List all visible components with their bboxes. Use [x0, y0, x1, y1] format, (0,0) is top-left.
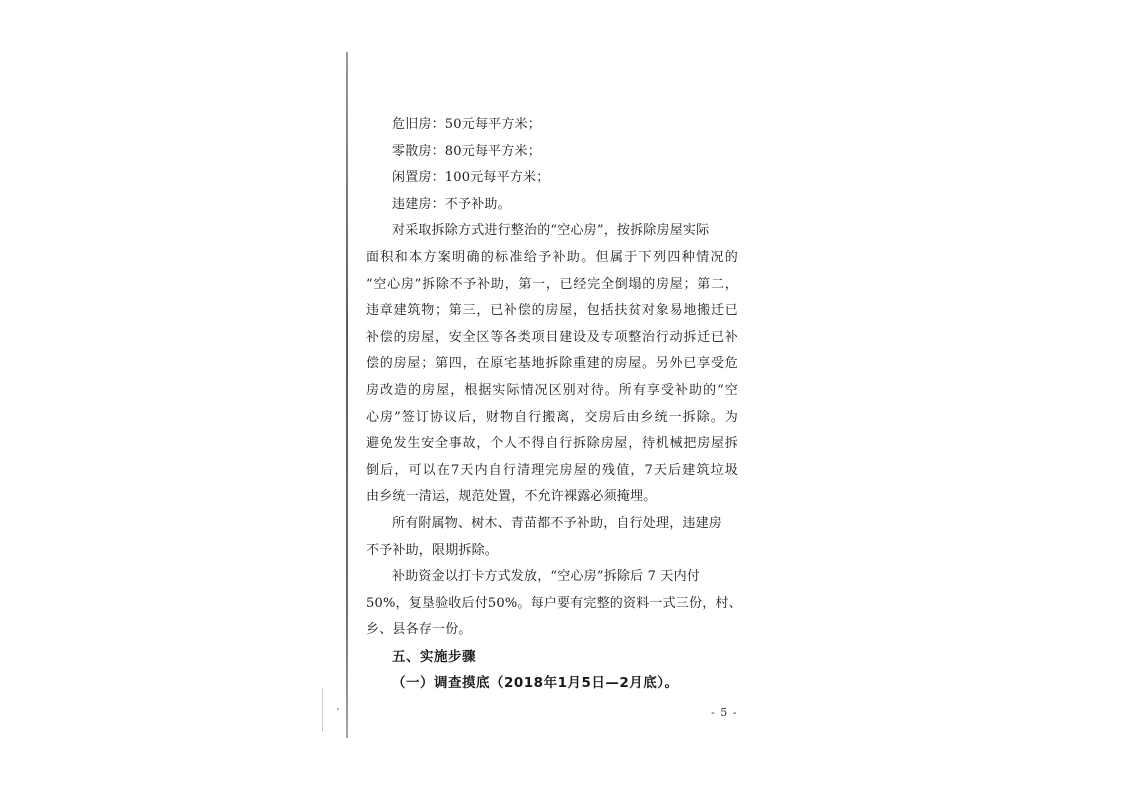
- paragraph-line: 所有附属物、树木、青苗都不予补助，自行处理，违建房: [392, 515, 723, 531]
- paragraph-attachments: [366, 511, 738, 564]
- rate-line: 零散房：80元每平方米；: [392, 143, 541, 159]
- paragraph-line: 偿的房屋；第四，在原宅基地拆除重建的房屋。另外已享受危: [366, 356, 738, 372]
- paragraph-line: 补偿的房屋，安全区等各类项目建设及专项整治行动拆迁已补: [366, 329, 738, 345]
- rate-line: 违建房：不予补助。: [392, 196, 511, 212]
- paragraph-line: 心房”签订协议后，财物自行搬离，交房后由乡统一拆除。为: [366, 409, 738, 425]
- paragraph-line: 违章建筑物；第三，已补偿的房屋，包括扶贫对象易地搬迁已: [366, 303, 738, 319]
- rate-line: 危旧房：50元每平方米；: [392, 117, 541, 132]
- paragraph-demolition-subsidy: [366, 218, 738, 511]
- paragraph-line: 面积和本方案明确的标准给予补助。但属于下列四种情况的: [366, 249, 738, 265]
- binding-edge-line: [346, 52, 348, 738]
- scan-margin-line: [322, 688, 323, 732]
- rate-line: 闲置房：100元每平方米；: [392, 170, 550, 186]
- scan-speck: [337, 708, 339, 710]
- page-number: - 5 -: [711, 706, 738, 719]
- paragraph-payment: [366, 564, 742, 644]
- paragraph-line: 由乡统一清运，规范处置，不允许裸露必须掩埋。: [366, 489, 657, 505]
- paragraph-line: 对采取拆除方式进行整治的“空心房”，按拆除房屋实际: [392, 223, 710, 239]
- paragraph-line: 50%，复垦验收后付50%。每户要有完整的资料一式三份，村、: [366, 595, 742, 611]
- subsection-heading: （一）调查摸底（2018年1月5日—2月底）。: [392, 675, 679, 692]
- document-body: [366, 112, 742, 697]
- paragraph-line: 房改造的房屋，根据实际情况区别对待。所有享受补助的“空: [366, 382, 738, 398]
- paragraph-line: 避免发生安全事故，个人不得自行拆除房屋，待机械把房屋拆: [366, 436, 738, 452]
- paragraph-line: “空心房”拆除不予补助，第一，已经完全倒塌的房屋；第二，: [366, 276, 738, 292]
- section-heading: 五、实施步骤: [392, 648, 476, 665]
- paragraph-line: 乡、县各存一份。: [366, 622, 472, 638]
- paragraph-line: 补助资金以打卡方式发放，“空心房”拆除后 7 天内付: [392, 569, 701, 585]
- paragraph-line: 不予补助，限期拆除。: [366, 542, 499, 558]
- paragraph-line: 倒后，可以在7天内自行清理完房屋的残值，7天后建筑垃圾: [366, 462, 738, 478]
